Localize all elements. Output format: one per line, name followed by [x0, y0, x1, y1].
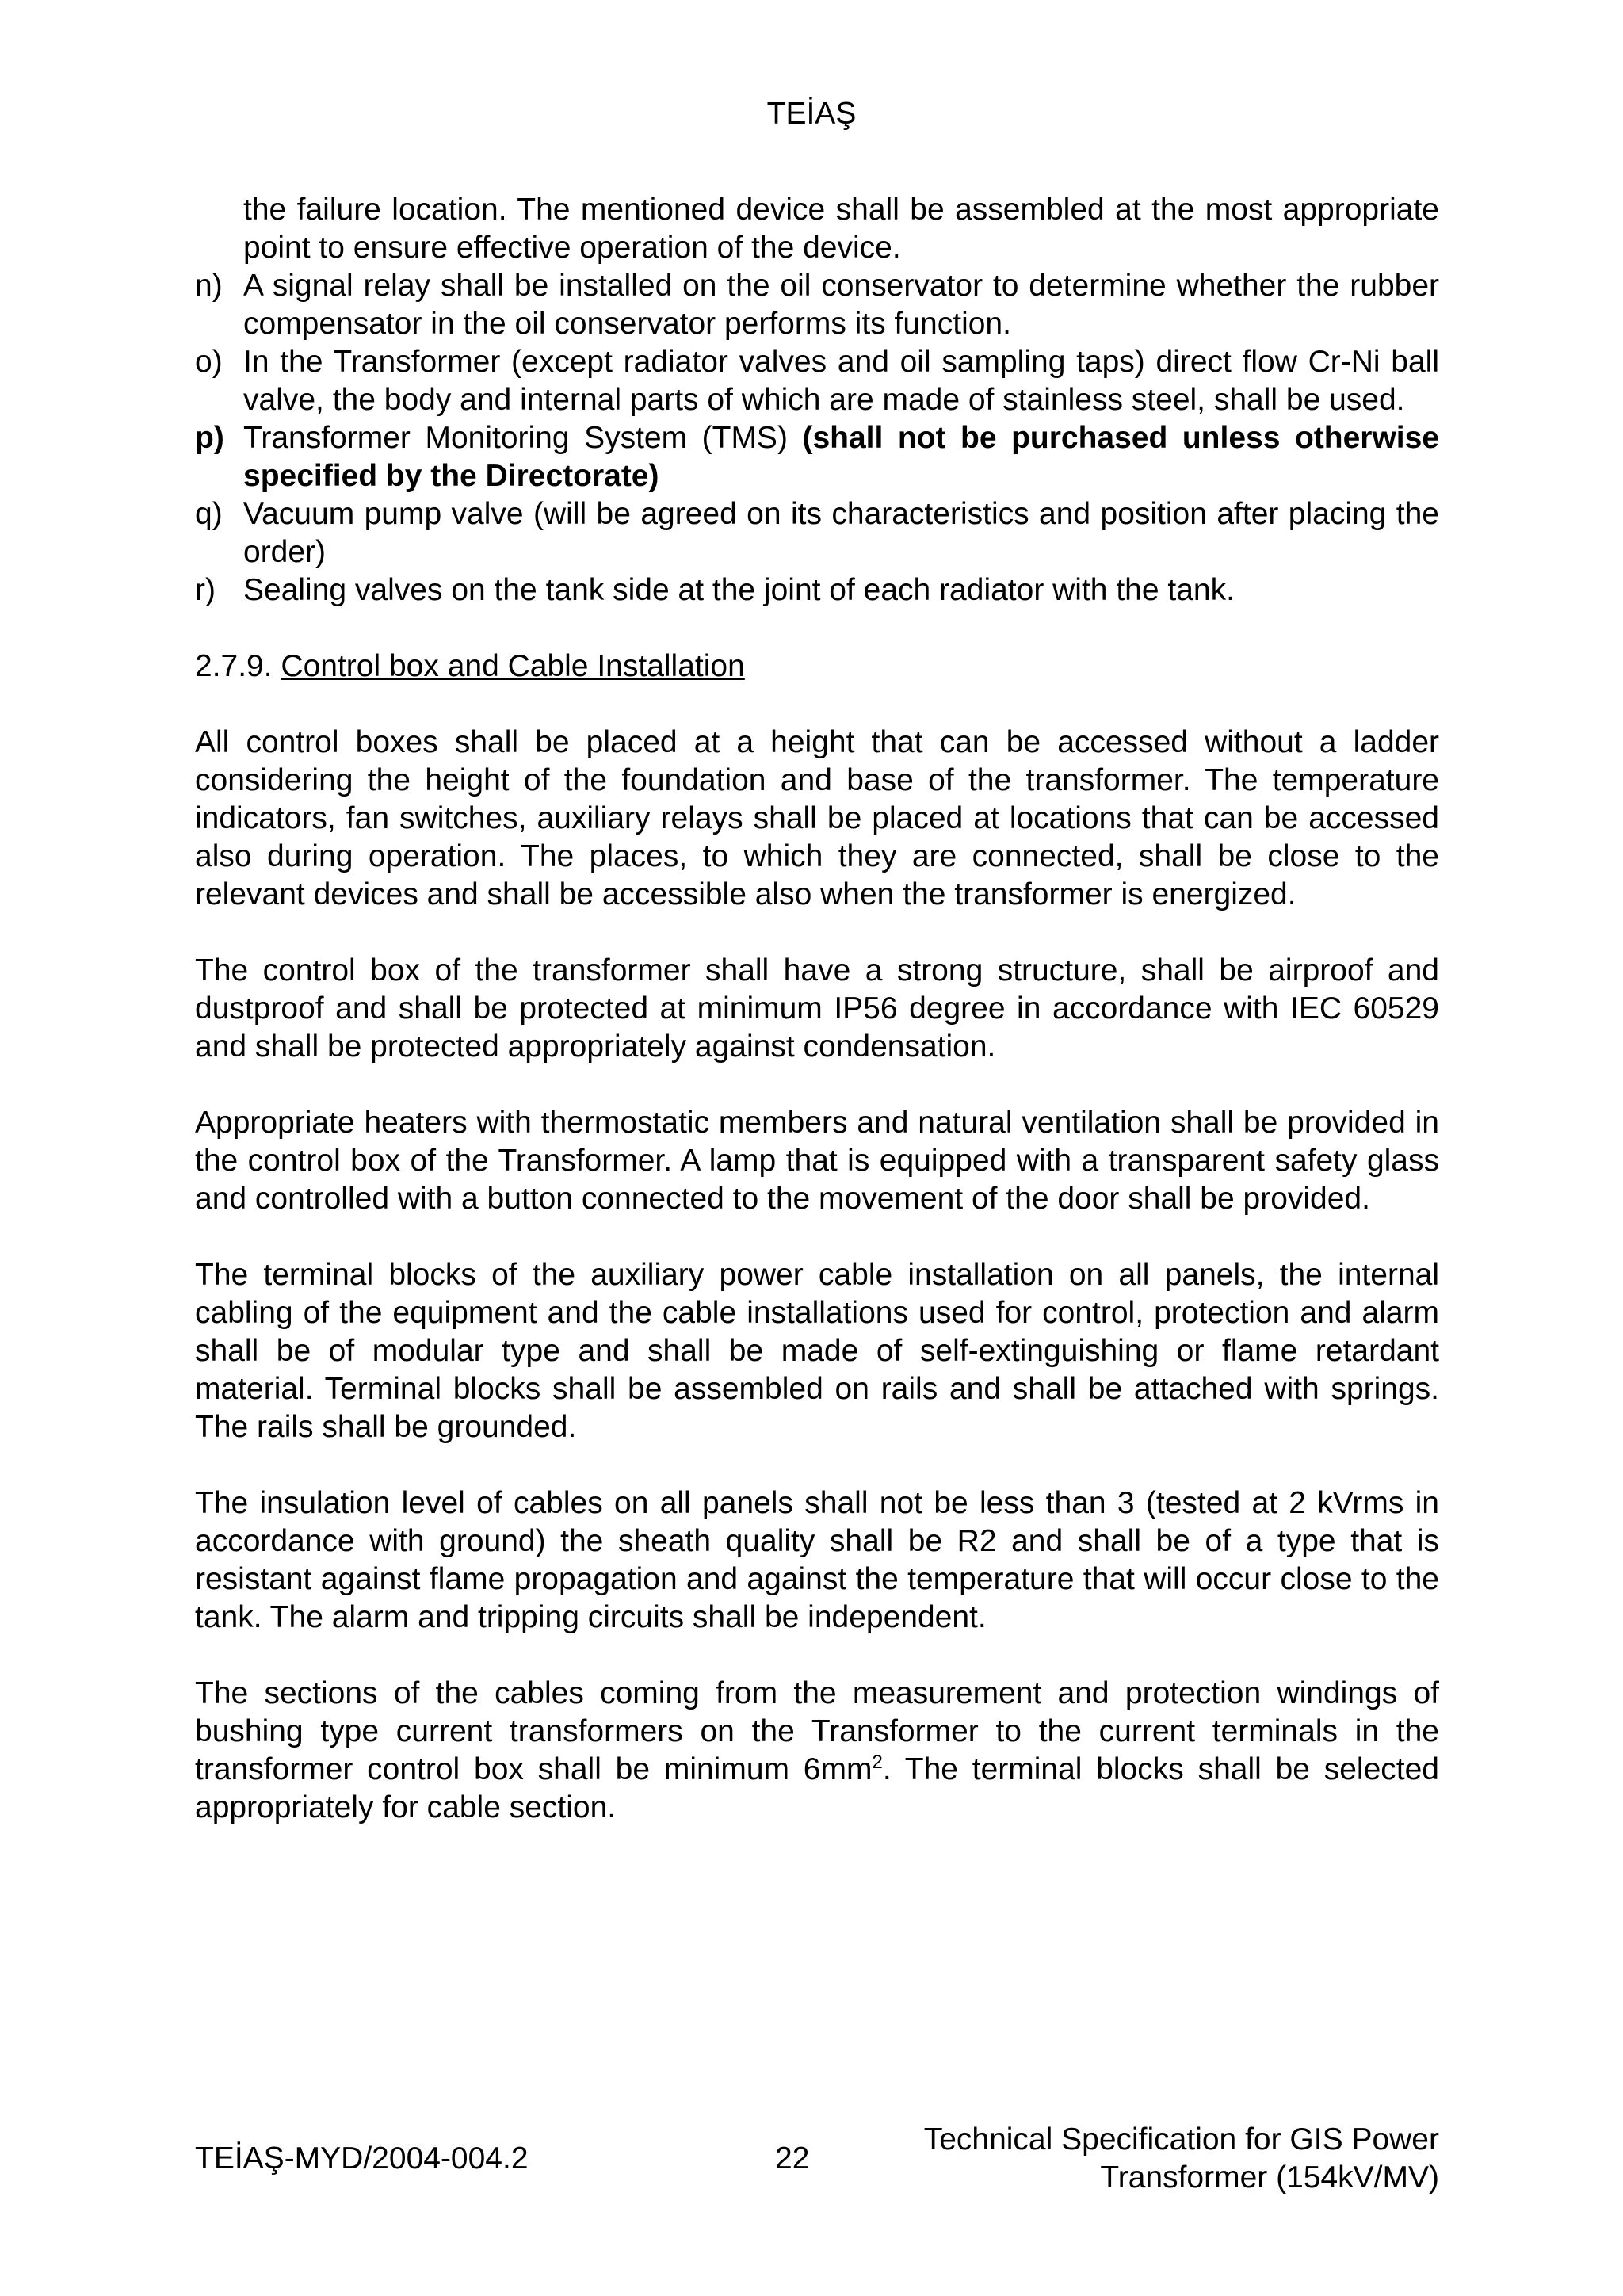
list-item	[195, 267, 1439, 343]
document-title-line: Transformer (154kV/MV)	[1100, 2160, 1439, 2195]
page-header: TEİAŞ	[766, 97, 857, 131]
list-item-text: Sealing valves on the tank side at the joint of each radiator with the tank.	[243, 573, 1235, 607]
list-item	[195, 571, 1439, 609]
list-item-bold-note: (shall not be purchased unless otherwise specified by the Directorate)	[243, 421, 1439, 493]
body-paragraph: The insulation level of cables on all panels shall not be less than 3 (tested at 2 kVrms in accordance with ground) the sheath quality shall be R2 and shall be of a type that is resistant against flame propagation and against the temperature that will occur close to the tank. The alarm and tripping circuits shall be independent.	[195, 1486, 1439, 1634]
requirements-list	[195, 267, 1439, 609]
list-item-text: In the Transformer (except radiator valves and oil sampling taps) direct flow Cr-Ni ball valve, the body and internal parts of which are made of stainless steel, shall be used.	[243, 345, 1439, 417]
section-title: Control box and Cable Installation	[281, 649, 745, 683]
section-number: 2.7.9.	[195, 649, 273, 683]
list-marker: r)	[195, 573, 216, 607]
section-heading	[195, 648, 1439, 686]
list-marker: o)	[195, 345, 223, 379]
continuation-text: the failure location. The mentioned device shall be assembled at the most appropriate point to ensure effective operation of the device.	[243, 193, 1439, 265]
body-paragraph: Appropriate heaters with thermostatic members and natural ventilation shall be provided in the control box of the Transformer. A lamp that is equipped with a transparent safety glass and controlled with a button connected to the movement of the door shall be provided.	[195, 1106, 1439, 1216]
page-footer	[195, 2121, 1439, 2200]
superscript: 2	[872, 1752, 883, 1773]
body-paragraph: The terminal blocks of the auxiliary power cable installation on all panels, the internal cabling of the equipment and the cable installations used for control, protection and alarm shall be of modular type and shall be made of self-extinguishing or flame retardant material. Terminal blocks shall be assembled on rails and shall be attached with springs. The rails shall be grounded.	[195, 1258, 1439, 1444]
list-marker: p)	[195, 421, 224, 455]
page-content	[195, 191, 1439, 1827]
body-paragraph: The control box of the transformer shall have a strong structure, shall be airproof and dustproof and shall be protected at minimum IP56 degree in accordance with IEC 60529 and shall be protected appropriately against condensation.	[195, 953, 1439, 1064]
document-title	[924, 2121, 1439, 2197]
list-item-text: A signal relay shall be installed on the oil conservator to determine whether the rubber compensator in the oil conservator performs its function.	[243, 269, 1439, 341]
list-item-text: Vacuum pump valve (will be agreed on its characteristics and position after placing the order)	[243, 497, 1439, 569]
list-marker: q)	[195, 497, 223, 531]
list-item	[195, 495, 1439, 571]
document-id: TEİAŞ-MYD/2004-004.2	[195, 2141, 529, 2176]
body-paragraph-last	[195, 1675, 1439, 1827]
body-paragraph: All control boxes shall be placed at a height that can be accessed without a ladder considering the height of the foundation and base of the transformer. The temperature indicators, fan switches, auxiliary relays shall be placed at locations that can be accessed also during operation. The places, to which they are connected, shall be close to the relevant devices and shall be accessible also when the transformer is energized.	[195, 725, 1439, 911]
page-number: 22	[775, 2141, 810, 2176]
paragraph-text: The sections of the cables coming from the measurement and protection windings of bushing type current transformers on the Transformer to the current terminals in the transformer control box shall be minimum 6mm	[195, 1676, 1439, 1786]
document-title-line: Technical Specification for GIS Power	[923, 2122, 1439, 2157]
list-item	[195, 343, 1439, 419]
list-item	[195, 419, 1439, 495]
list-marker: n)	[195, 269, 223, 303]
paragraph-text: . The terminal blocks shall be selected appropriately for cable section.	[195, 1752, 1439, 1824]
list-item-text: Transformer Monitoring System (TMS)	[243, 421, 803, 455]
